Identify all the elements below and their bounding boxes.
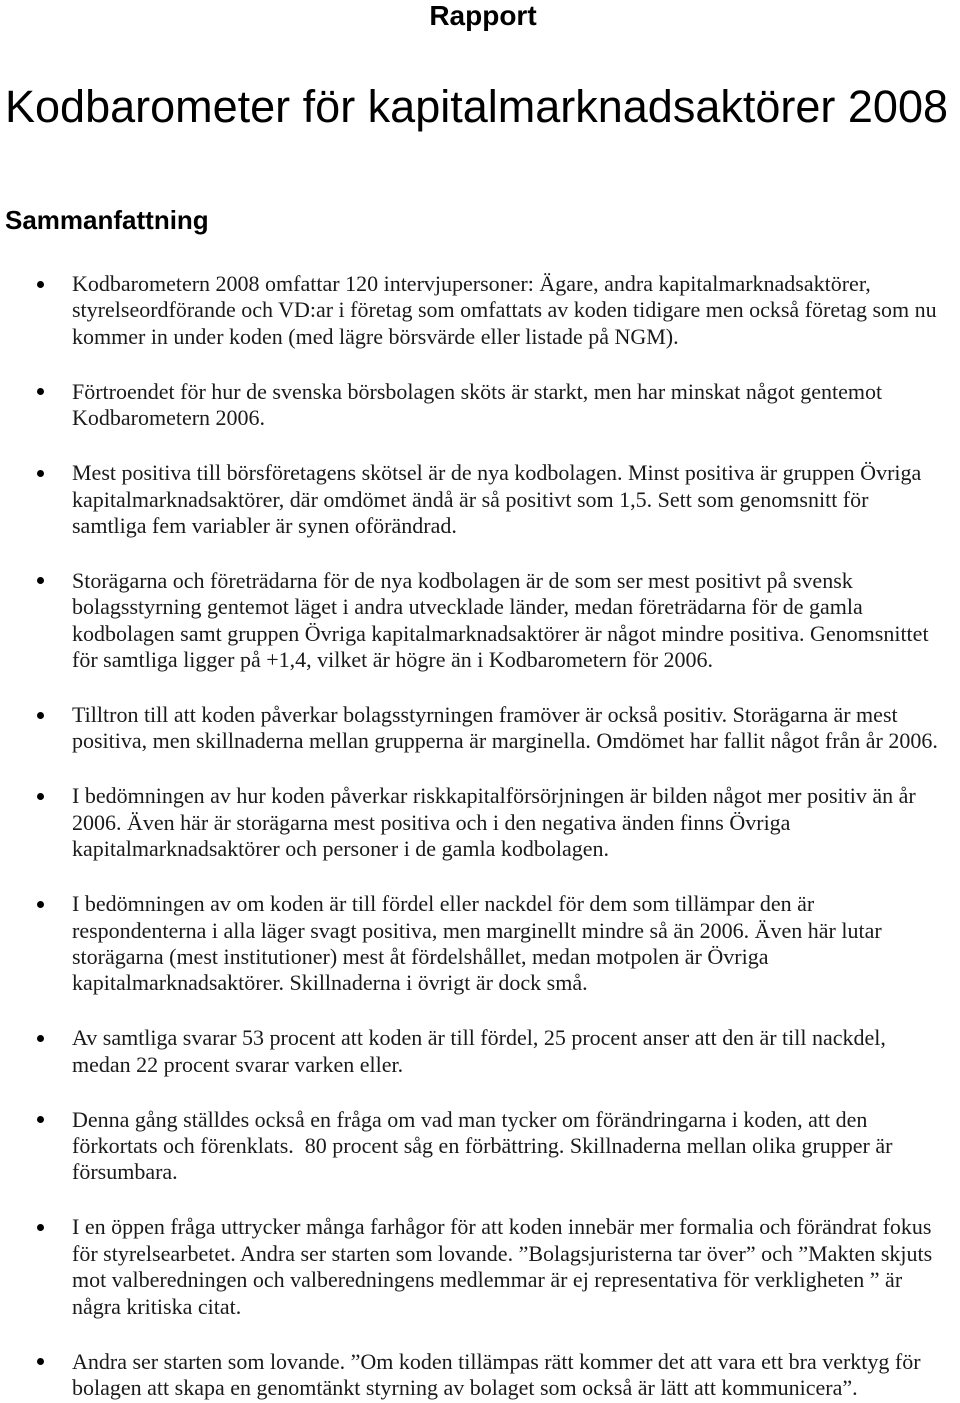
bullet-line: bolagsstyrning gentemot läget i andra utvecklade länder, medan företrädarna för de gamla [72,594,863,620]
bullet-line: I bedömningen av om koden är till fördel eller nackdel för dem som tillämpar den är [72,891,815,917]
bullet-line: styrelseordförande och VD:ar i företag som omfattats av koden tidigare men också företag som nu [72,297,937,323]
bullet-line: kapitalmarknadsaktörer. Skillnaderna i övrigt är dock små. [72,970,588,996]
bullet-line: I bedömningen av hur koden påverkar riskkapitalförsörjningen är bilden något mer positiv än år [72,783,916,809]
bullet-line: Av samtliga svarar 53 procent att koden är till fördel, 25 procent anser att den är till nackdel, [72,1025,886,1051]
bullet-line: kapitalmarknadsaktörer och personer i de gamla kodbolagen. [72,836,609,862]
bullet-dot-icon [37,1358,44,1365]
bullet-line: Storägarna och företrädarna för de nya kodbolagen är de som ser mest positivt på svensk [72,567,853,593]
bullet-line: kodbolagen samt gruppen Övriga kapitalmarknadsaktörer är något mindre positiva. Genomsnittet [72,620,929,646]
summary-bullet [0,460,960,539]
bullet-dot-icon [37,577,44,584]
bullet-line: några kritiska citat. [72,1293,242,1319]
bullet-line: Kodbarometern 2006. [72,405,266,431]
bullet-line: förkortats och förenklats. 80 procent såg en förbättring. Skillnaderna mellan olika grupper är [72,1133,893,1158]
bullet-dot-icon [37,1035,44,1042]
summary-bullet [0,891,960,997]
bullet-line: försumbara. [72,1159,178,1185]
summary-bullet [0,702,960,755]
bullet-line: Förtroendet för hur de svenska börsbolagen sköts är starkt, men har minskat något gentemot [72,378,883,404]
bullet-dot-icon [37,281,44,288]
bullet-dot-icon [37,793,44,800]
bullet-line: kapitalmarknadsaktörer, där omdömet ändå är så positivt som 1,5. Sett som genomsnitt för [72,486,869,512]
bullet-dot-icon [37,1224,44,1231]
summary-bullet [0,1214,960,1320]
bullet-line: storägarna (mest institutioner) mest åt fördelshållet, medan motpolen är Övriga [72,943,769,969]
bullet-line: Kodbarometern 2008 omfattar 120 intervjupersoner: Ägare, andra kapitalmarknadsaktörer, [72,271,871,296]
bullet-line: medan 22 procent svarar varken eller. [72,1051,404,1077]
bullet-line: för styrelsearbetet. Andra ser starten som lovande. ”Bolagsjuristerna tar över” och ”Makten skjuts [72,1240,933,1266]
bullet-dot-icon [37,712,44,719]
summary-list [0,271,960,1401]
bullet-line: för samtliga ligger på +1,4, vilket är högre än i Kodbarometern för 2006. [72,647,714,673]
summary-bullet [0,379,960,432]
bullet-dot-icon [37,470,44,477]
bullet-line: mot valberedningen och valberedningens medlemmar är ej representativa för verkligheten ” är [72,1267,903,1293]
report-label: Rapport [429,0,537,31]
summary-bullet [0,1025,960,1078]
bullet-line: Mest positiva till börsföretagens skötsel är de nya kodbolagen. Minst positiva är gruppen Övriga [72,460,922,486]
bullet-line: Tilltron till att koden påverkar bolagsstyrningen framöver är också positiv. Storägarna är mest [72,702,898,727]
bullet-line: I en öppen fråga uttrycker många farhågor för att koden innebär mer formalia och förändrat fokus [72,1214,932,1240]
bullet-dot-icon [37,1116,44,1123]
section-heading: Sammanfattning [5,205,209,235]
summary-bullet [0,1349,960,1402]
summary-bullet [0,783,960,862]
bullet-line: Denna gång ställdes också en fråga om vad man tycker om förändringarna i koden, att den [72,1106,868,1132]
bullet-line: Andra ser starten som lovande. ”Om koden tillämpas rätt kommer det att vara ett bra verktyg för [72,1348,921,1374]
summary-bullet [0,1107,960,1186]
bullet-line: positiva, men skillnaderna mellan grupperna är marginella. Omdömet har fallit något från år 2006. [72,728,938,754]
bullet-dot-icon [37,901,44,908]
bullet-line: respondenterna i alla läger svagt positiva, men marginellt mindre så än 2006. Även här lutar [72,917,882,943]
page-title: Kodbarometer för kapitalmarknadsaktörer 2008 [5,81,949,132]
bullet-line: 2006. Även här är storägarna mest positiva och i den negativa änden finns Övriga [72,809,791,835]
summary-bullet [0,271,960,350]
bullet-line: bolagen att skapa en genomtänkt styrning av bolaget som också är lätt att kommunicera”. [72,1374,858,1400]
bullet-dot-icon [37,388,44,395]
bullet-line: samtliga fem variabler är synen oförändrad. [72,512,457,538]
summary-bullet [0,568,960,674]
bullet-line: kommer in under koden (med lägre börsvärde eller listade på NGM). [72,323,679,349]
